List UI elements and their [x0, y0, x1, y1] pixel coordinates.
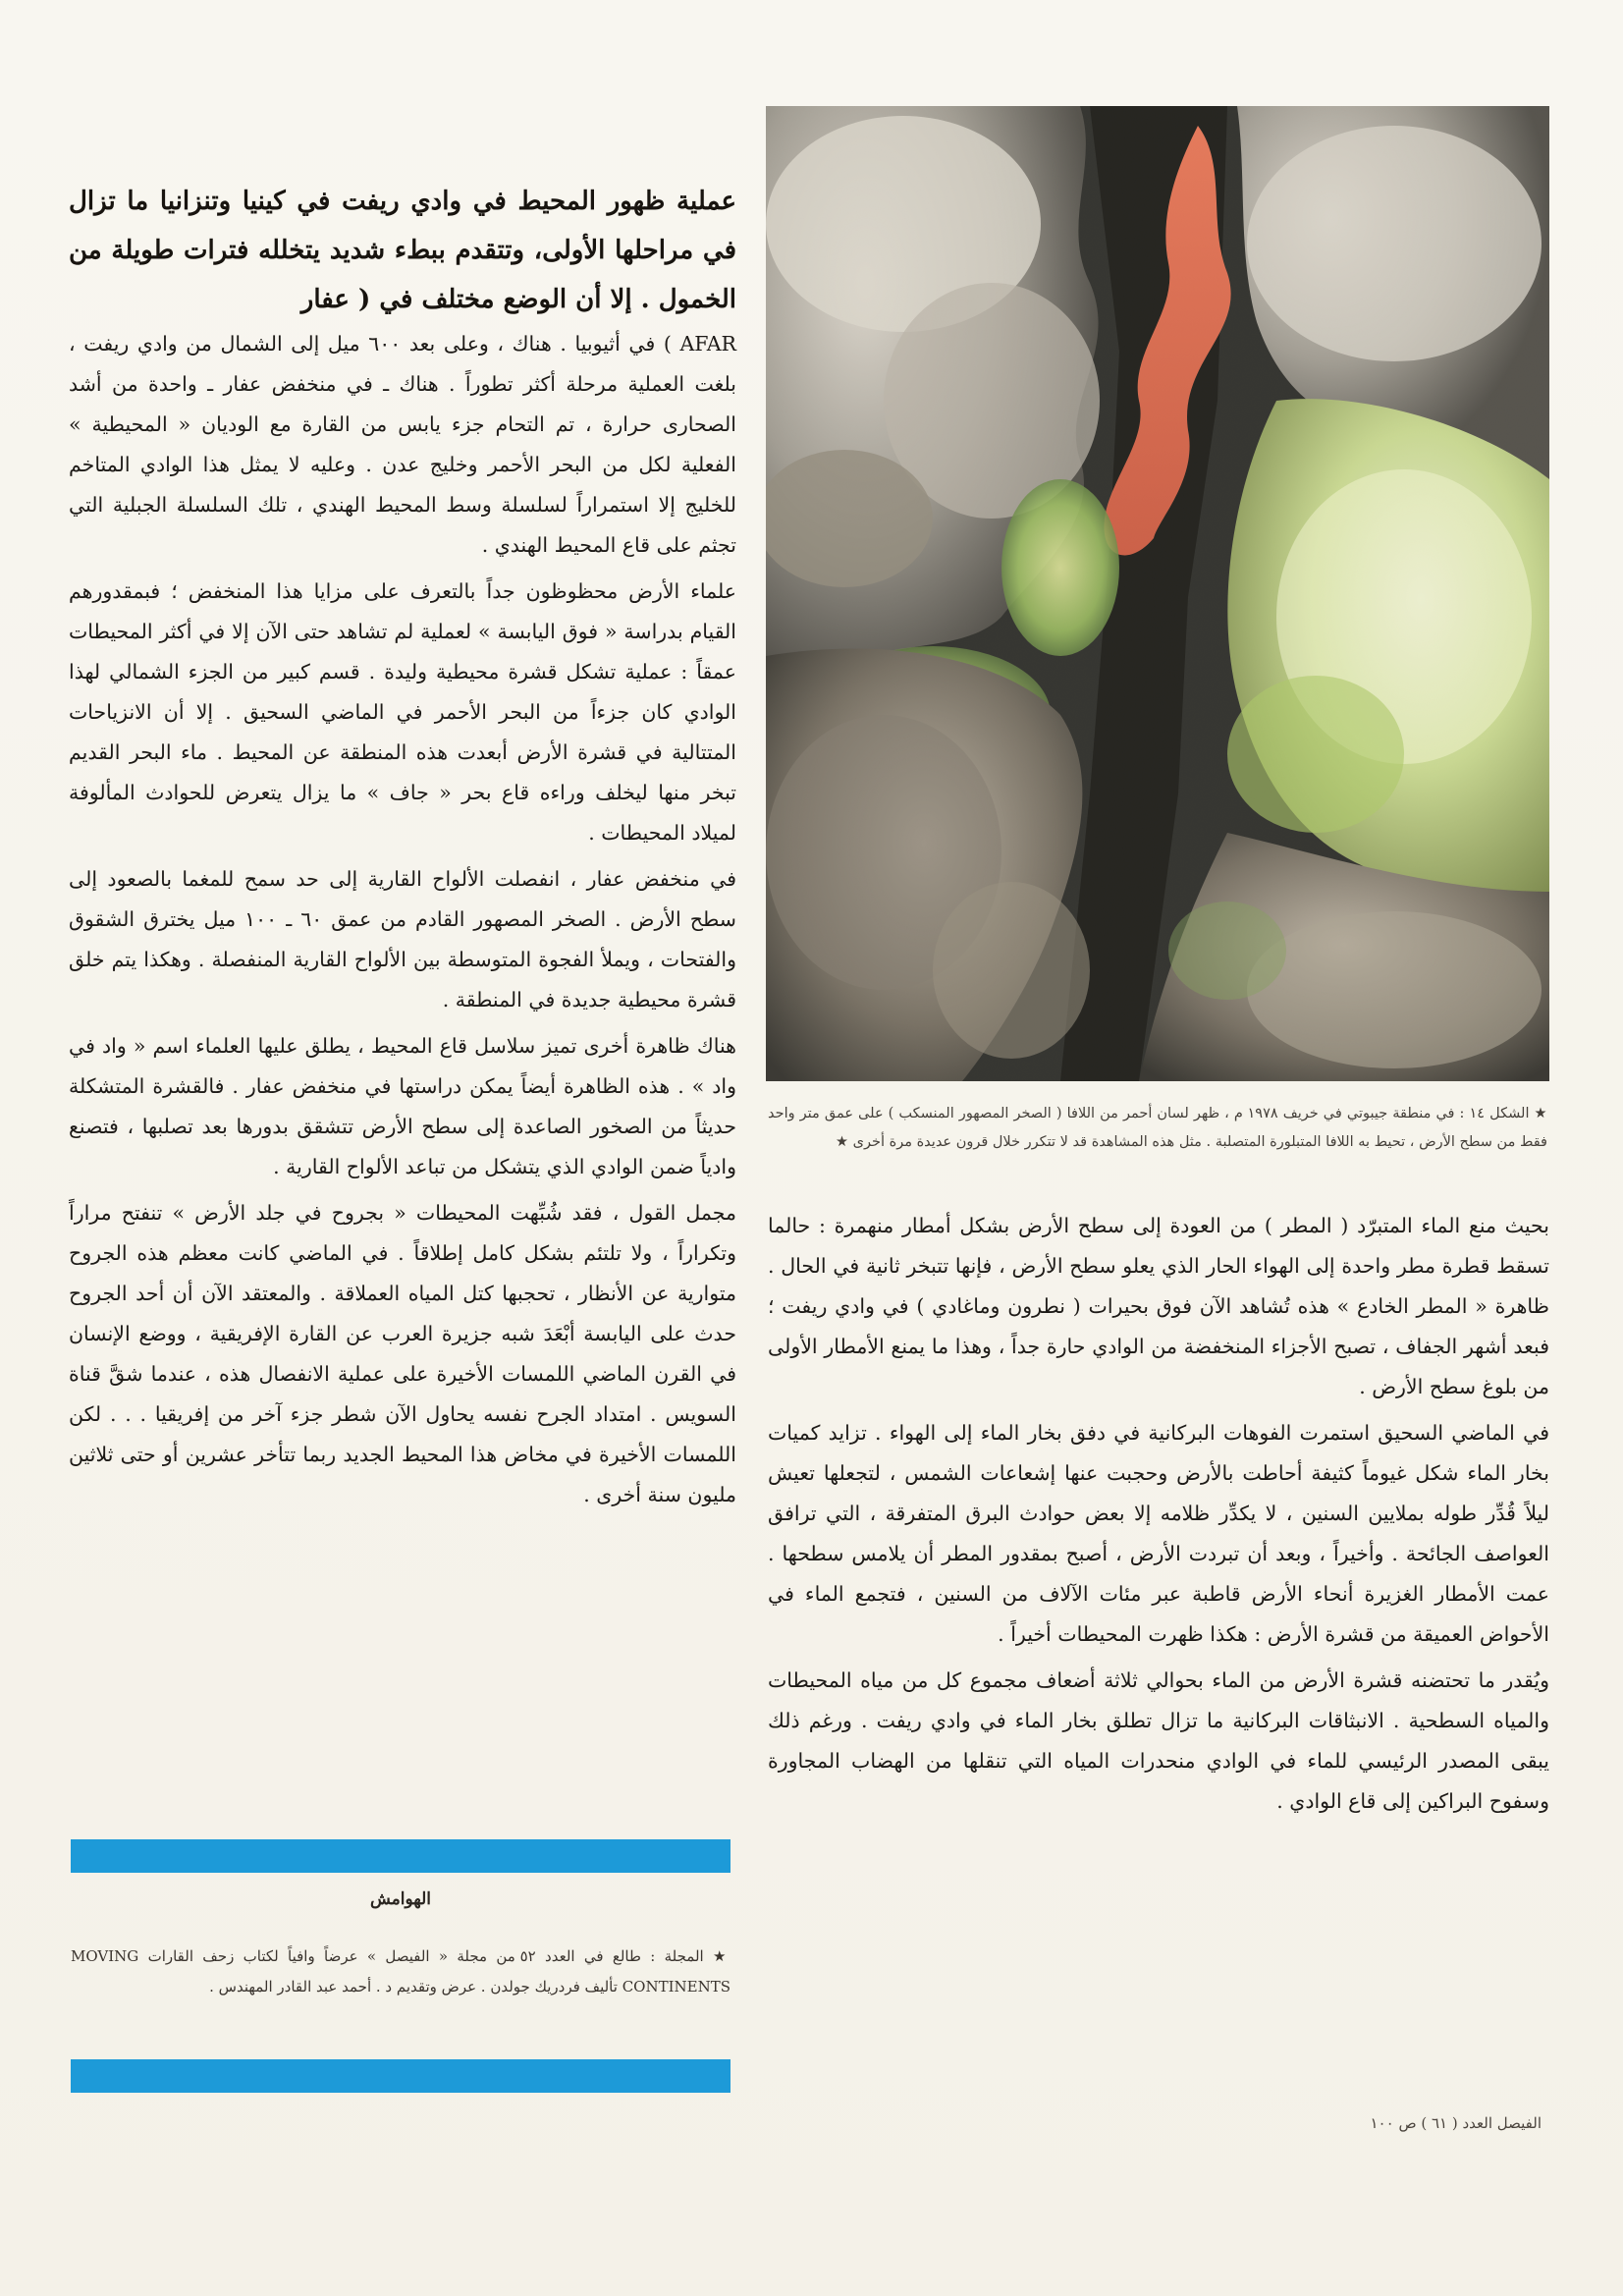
body-paragraph: هناك ظاهرة أخرى تميز سلاسل قاع المحيط ، يطلق عليها العلماء اسم « واد في واد » . هذه الظاهرة أيضاً يمكن دراستها في منخفض عفار . فالقشرة المتشكلة حديثاً من الصخور الصاعدة إلى سطح الأرض تتشقق بدورها بعد تصلبها ، فتصنع وادياً ضمن الوادي الذي يتشكل من تباعد الألواح القارية . [69, 1034, 736, 1178]
notes-title: الهوامش [369, 1889, 432, 1909]
body-paragraph: مجمل القول ، فقد شُبِّهت المحيطات « بجروح في جلد الأرض » تنفتح مراراً وتكراراً ، ولا تلتئم بشكل كامل إطلاقاً . في الماضي كانت معظم هذه الجروح متوارية عن الأنظار ، تحجبها كتل المياه العملاقة . والمعتقد الآن أن أحد الجروح حدث على اليابسة أبْعَدَ شبه جزيرة العرب عن القارة الإفريقية ، ووضع الإنسان في القرن الماضي اللمسات الأخيرة على عملية الانفصال هذه ، عندما شقَّ قناة السويس . امتداد الجرح نفسه يحاول الآن شطر جزء آخر من إفريقيا . . . لكن اللمسات الأخيرة في مخاض هذا المحيط الجديد ربما تتأخر عشرين أو حتى ثلاثين مليون سنة أخرى . [69, 1201, 736, 1506]
lava-photo [766, 106, 1549, 1081]
right-column [768, 1206, 1549, 1828]
body-paragraph: في الماضي السحيق استمرت الفوهات البركانية في دفق بخار الماء إلى الهواء . تزايد كميات بخار الماء شكل غيوماً كثيفة أحاطت بالأرض وحجبت عنها إشعاعات الشمس ، لتجعلها تعيش ليلاً قُدِّر طوله بملايين السنين ، لا يكدِّر ظلامه إلا بعض حوادث البرق المتفرقة ، التي ترافق العواصف الجائحة . وأخيراً ، وبعد أن تبردت الأرض ، أصبح بمقدور المطر أن يلامس سطحها . عمت الأمطار الغزيرة أنحاء الأرض قاطبة عبر مئات الآلاف من السنين ، فتجمع الماء في الأحواض العميقة من قشرة الأرض : هكذا ظهرت المحيطات أخيراً . [768, 1421, 1550, 1646]
lava-photo-illustration [766, 106, 1549, 1081]
footnote-text: ★ المجلة : طالع في العدد ٥٢ من مجلة « الفيصل » عرضاً وافياً لكتاب زحف القارات MOVING CONTINENTS تأليف فردريك جولدن . عرض وتقديم د . أحمد عبد القادر المهندس . [71, 1947, 730, 1995]
page-footer: الفيصل العدد ( ٦١ ) ص ١٠٠ [1370, 2114, 1542, 2132]
body-paragraph: بحيث منع الماء المتبرّد ( المطر ) من العودة إلى سطح الأرض بشكل أمطار منهمرة : حالما تسقط قطرة مطر واحدة إلى الهواء الحار الذي يعلو سطح الأرض ، فإنها تتبخر ثانية في الحال . ظاهرة « المطر الخادع » هذه تُشاهد الآن فوق بحيرات ( نطرون وماغادي ) في وادي ريفت ؛ فبعد أشهر الجفاف ، تصبح الأجزاء المنخفضة من الوادي حارة جداً ، وهذا ما يمنع الأمطار الأولى من بلوغ سطح الأرض . [768, 1214, 1549, 1398]
notes-top-bar [71, 1839, 730, 1873]
figure-caption: ★ الشكل ١٤ : في منطقة جيبوتي في خريف ١٩٧٨ م ، ظهر لسان أحمر من اللافا ( الصخر المصهور المنسكب ) على عمق متر واحد فقط من سطح الأرض ، تحيط به اللافا المتبلورة المتصلبة . مثل هذه المشاهدة قد لا تتكرر خلال قرون عديدة مرة أخرى ★ [768, 1106, 1548, 1150]
notes-bottom-bar [71, 2059, 730, 2093]
left-column [69, 177, 736, 1521]
body-paragraph: في منخفض عفار ، انفصلت الألواح القارية إلى حد سمح للمغما بالصعود إلى سطح الأرض . الصخر المصهور القادم من عمق ٦٠ ـ ١٠٠ ميل يخترق الشقوق والفتحات ، ويملأ الفجوة المتوسطة بين الألواح القارية المنفصلة . وهكذا يتم خلق قشرة محيطية جديدة في المنطقة . [69, 867, 736, 1011]
body-paragraph: AFAR ) في أثيوبيا . هناك ، وعلى بعد ٦٠٠ ميل إلى الشمال من وادي ريفت ، بلغت العملية مرحلة أكثر تطوراً . هناك ـ في منخفض عفار ـ واحدة من أشد الصحارى حرارة ، تم التحام جزء يابس من القارة مع الوديان « المحيطية » الفعلية لكل من البحر الأحمر وخليج عدن . وعليه لا يمثل هذا الوادي المتاخم للخليج إلا استمراراً لسلسلة وسط المحيط الهندي ، تلك السلسلة الجبلية التي تجثم على قاع المحيط الهندي . [69, 332, 736, 557]
body-paragraph: علماء الأرض محظوظون جداً بالتعرف على مزايا هذا المنخفض ؛ فبمقدورهم القيام بدراسة « فوق اليابسة » لعملية لم تشاهد حتى الآن إلا في أكثر المحيطات عمقاً : عملية تشكل قشرة محيطية وليدة . قسم كبير من الجزء الشمالي لهذا الوادي كان جزءاً من البحر الأحمر في الماضي السحيق . إلا أن الانزياحات المتتالية في قشرة الأرض أبعدت هذه المنطقة عن المحيط . ماء البحر القديم تبخر منها ليخلف وراءه قاع بحر « جاف » ما يزال يتعرض للحوادث المألوفة لميلاد المحيطات . [69, 579, 736, 845]
body-paragraph: ويُقدر ما تحتضنه قشرة الأرض من الماء بحوالي ثلاثة أضعاف مجموع كل من مياه المحيطات والمياه السطحية . الانبثاقات البركانية ما تزال تطلق بخار الماء في وادي ريفت . ورغم ذلك يبقى المصدر الرئيسي للماء في الوادي منحدرات المياه التي تنقلها من الهضاب المجاورة وسفوح البراكين إلى قاع الوادي . [768, 1668, 1549, 1813]
lead-paragraph: عملية ظهور المحيط في وادي ريفت في كينيا وتنزانيا ما تزال في مراحلها الأولى، وتتقدم ببطء شديد يتخلله فترات طويلة من الخمول . إلا أن الوضع مختلف في ( عفار [69, 187, 736, 314]
